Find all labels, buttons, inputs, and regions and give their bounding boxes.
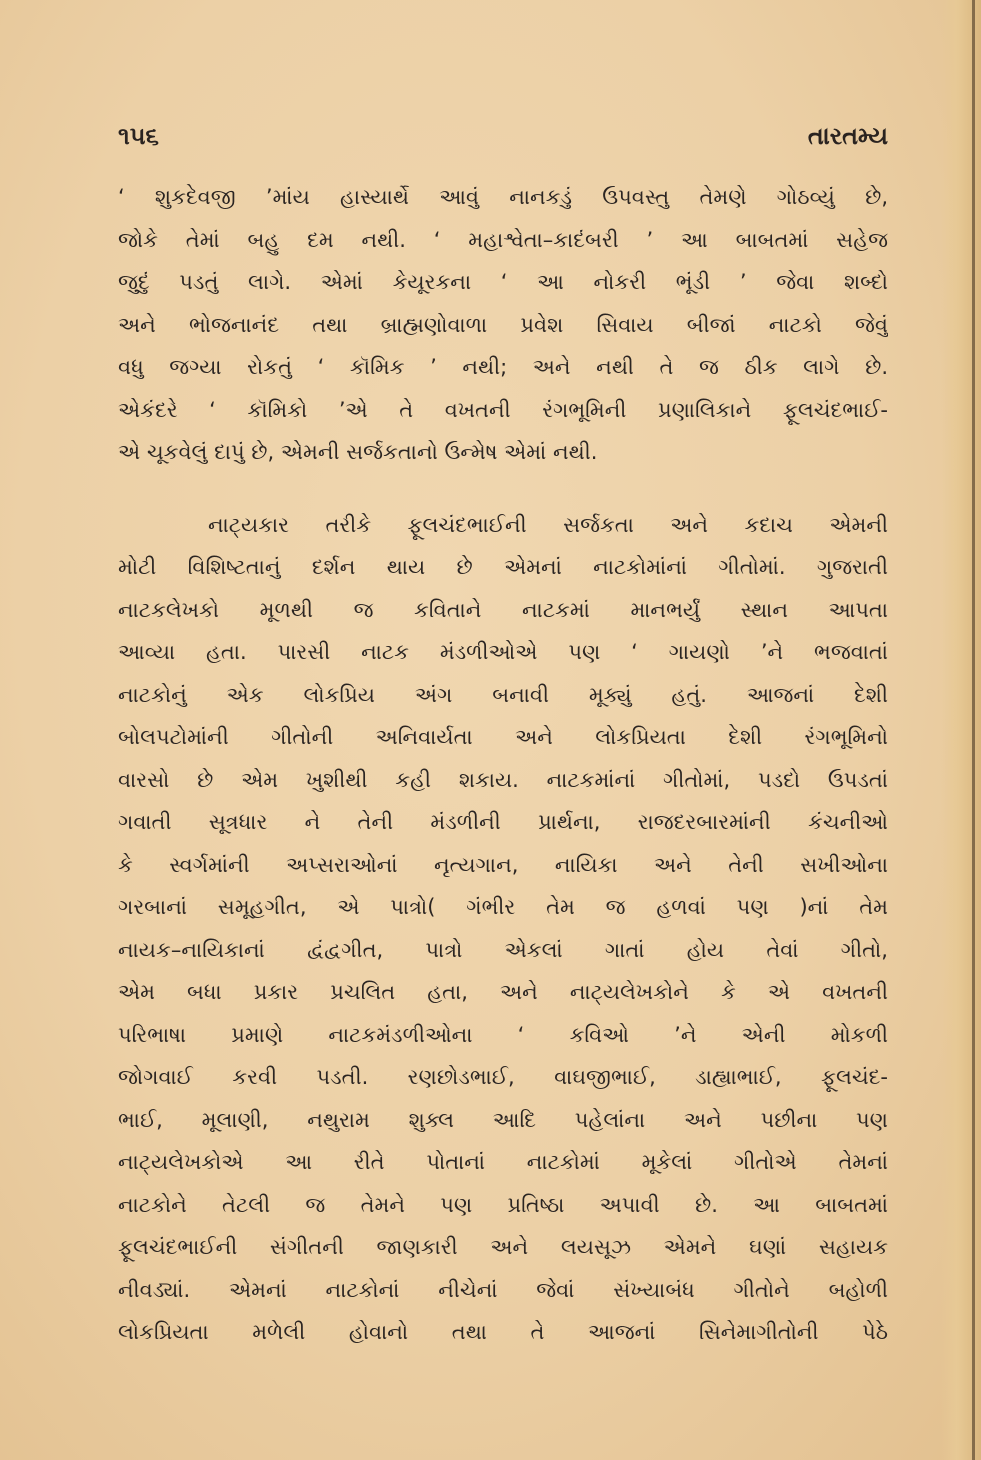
text-line: નાટ્યકાર તરીકે ફૂલચંદભાઈની સર્જકતા અને કદાચ એમની — [208, 512, 888, 537]
text-line: નાટકોનું એક લોકપ્રિય અંગ બનાવી મૂક્યું હતું. આજનાં દેશી — [118, 682, 888, 707]
paragraph-2 — [118, 504, 888, 1354]
text-line: પરિભાષા પ્રમાણે નાટકમંડળીઓના ‘ કવિઓ ’ને એની મોકળી — [118, 1022, 888, 1047]
text-line: લોકપ્રિયતા મળેલી હોવાનો તથા તે આજનાં સિનેમાગીતોની પેઠે — [118, 1320, 888, 1344]
page-edge — [941, 0, 981, 1460]
paragraph-1 — [118, 176, 888, 474]
text-line: એ ચૂકવેલું દાપું છે, એમની સર્જકતાનો ઉન્મેષ એમાં નથી. — [118, 440, 598, 464]
text-line: ‘ શુકદેવજી ’માંય હાસ્યાર્થે આવું નાનકડું ઉપવસ્તુ તેમણે ગોઠવ્યું છે, — [118, 185, 888, 209]
text-line: નાયક–નાયિકાનાં દ્વંદ્વગીત, પાત્રો એકલાં ગાતાં હોય તેવાં ગીતો, — [118, 937, 888, 962]
text-line: એમ બધા પ્રકાર પ્રચલિત હતા, અને નાટ્યલેખકોને કે એ વખતની — [118, 980, 888, 1004]
text-line: નીવડ્યાં. એમનાં નાટકોનાં નીચેનાં જેવાં સંખ્યાબંધ ગીતોને બહોળી — [118, 1277, 888, 1302]
text-line: બોલપટોમાંની ગીતોની અનિવાર્યતા અને લોકપ્રિયતા દેશી રંગભૂમિનો — [118, 725, 888, 749]
text-line: જોગવાઈ કરવી પડતી. રણછોડભાઈ, વાઘજીભાઈ, ડાહ્યાભાઈ, ફૂલચંદ- — [118, 1065, 888, 1089]
text-line: મોટી વિશિષ્ટતાનું દર્શન થાય છે એમનાં નાટકોમાંનાં ગીતોમાં. ગુજરાતી — [118, 555, 888, 579]
paragraph-gap — [118, 474, 888, 504]
body-text — [118, 176, 888, 1354]
text-line: નાટકલેખકો મૂળથી જ કવિતાને નાટકમાં માનભર્યું સ્થાન આપતા — [118, 597, 888, 622]
text-line: વધુ જગ્યા રોકતું ‘ કૉમિક ’ નથી; અને નથી તે જ ઠીક લાગે છે. — [118, 355, 888, 379]
text-line: ગવાતી સૂત્રધાર ને તેની મંડળીની પ્રાર્થના, રાજદરબારમાંની કંચનીઓ — [118, 810, 888, 834]
text-line: ગરબાનાં સમૂહગીત, એ પાત્રો( ગંભીર તેમ જ હળવાં પણ )નાં તેમ — [118, 895, 888, 919]
text-line: એકંદરે ‘ કૉમિકો ’એ તે વખતની રંગભૂમિની પ્રણાલિકાને ફૂલચંદભાઈ- — [118, 397, 888, 422]
text-line: ભાઈ, મૂલાણી, નથુરામ શુક્લ આદિ પહેલાંના અને પછીના પણ — [118, 1107, 888, 1132]
text-line: જોકે તેમાં બહુ દમ નથી. ‘ મહાશ્વેતા–કાદંબરી ’ આ બાબતમાં સહેજ — [118, 227, 888, 252]
page-header — [118, 118, 888, 158]
page-number: ૧૫૬ — [118, 122, 159, 150]
text-line: આવ્યા હતા. પારસી નાટક મંડળીઓએ પણ ‘ ગાયણો ’ને ભજવાતાં — [118, 640, 888, 664]
text-line: જુદું પડતું લાગે. એમાં કેયૂરકના ‘ આ નોકરી ભૂંડી ’ જેવા શબ્દો — [118, 270, 888, 294]
text-line: ફૂલચંદભાઈની સંગીતની જાણકારી અને લયસૂઝ એમને ઘણાં સહાયક — [118, 1235, 888, 1259]
text-line: કે સ્વર્ગમાંની અપ્સરાઓનાં નૃત્યગાન, નાયિકા અને તેની સખીઓના — [118, 852, 888, 877]
page-edge-shadow — [972, 0, 975, 1460]
text-line: નાટ્યલેખકોએ આ રીતે પોતાનાં નાટકોમાં મૂકેલાં ગીતોએ તેમનાં — [118, 1150, 888, 1174]
text-line: અને ભોજનાનંદ તથા બ્રાહ્મણોવાળા પ્રવેશ સિવાય બીજાં નાટકો જેવું — [118, 312, 888, 337]
text-line: નાટકોને તેટલી જ તેમને પણ પ્રતિષ્ઠા અપાવી છે. આ બાબતમાં — [118, 1192, 888, 1217]
running-title: તારતમ્ય — [807, 122, 888, 150]
text-line: વારસો છે એમ ખુશીથી કહી શકાય. નાટકમાંનાં ગીતોમાં, પડદો ઉપડતાં — [118, 767, 888, 792]
